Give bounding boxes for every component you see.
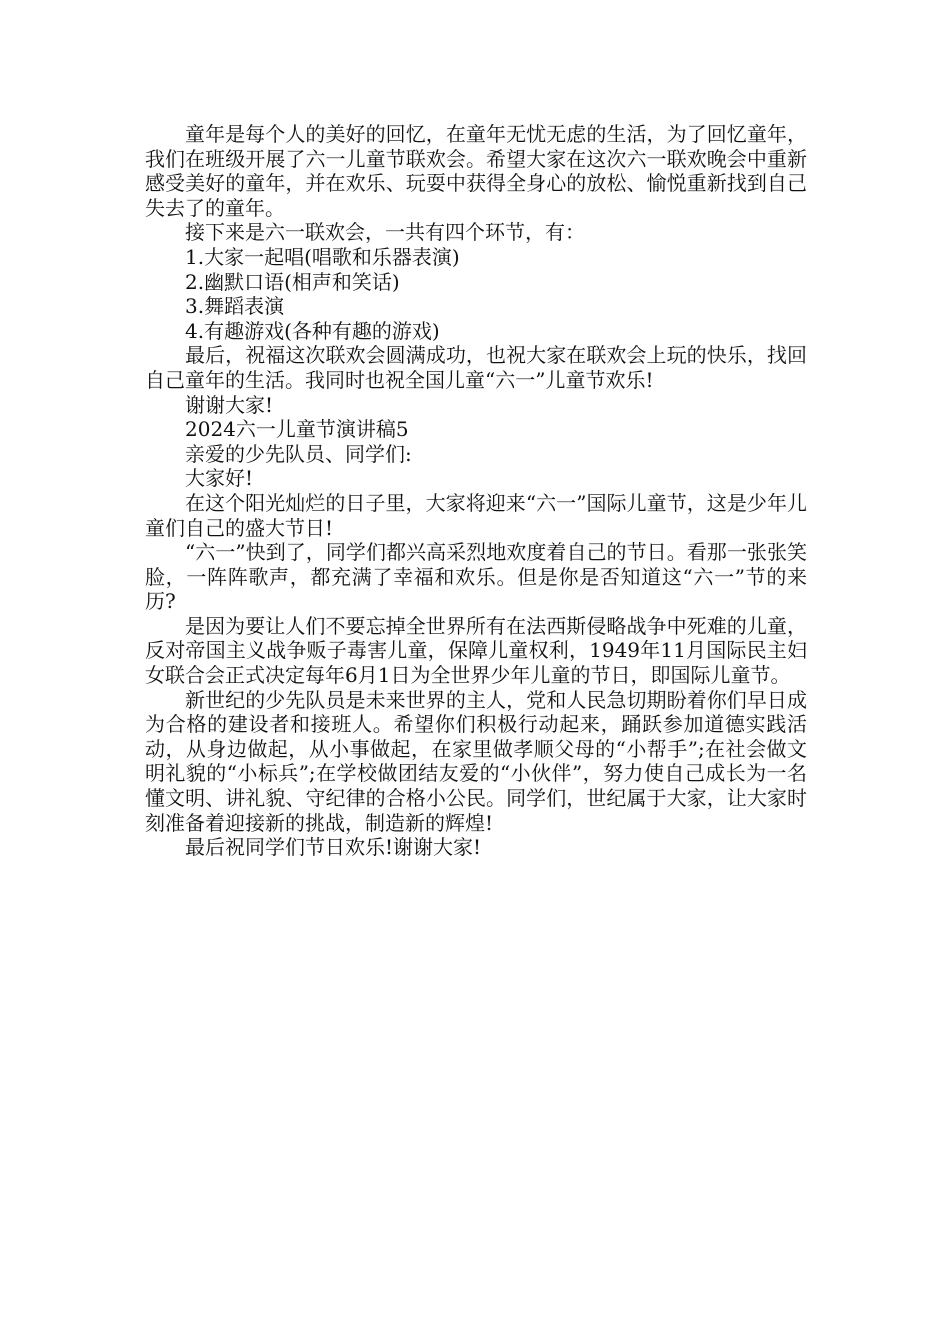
paragraph-festival: 在这个阳光灿烂的日子里，大家将迎来“六一”国际儿童节，这是少年儿童们自己的盛大节日! [145, 490, 807, 540]
paragraph-closing-wishes: 最后，祝福这次联欢会圆满成功，也祝大家在联欢会上玩的快乐，找回自己童年的生活。我同时也祝全国儿童“六一”儿童节欢乐! [145, 343, 807, 392]
paragraph-history: 是因为要让人们不要忘掉全世界所有在法西斯侵略战争中死难的儿童，反对帝国主义战争贩子毒害儿童，保障儿童权利，1949年11月国际民主妇女联合会正式决定每年6月1日为全世界少年儿童的节日，即国际儿童节。 [145, 613, 807, 688]
paragraph-intro: 童年是每个人的美好的回忆，在童年无忧无虑的生活，为了回忆童年，我们在班级开展了六一儿童节联欢会。希望大家在这次六一联欢晚会中重新感受美好的童年，并在欢乐、玩耍中获得全身心的放松、愉悦重新找到自己失去了的童年。 [145, 122, 807, 220]
document-body [145, 122, 807, 860]
paragraph-program-intro: 接下来是六一联欢会，一共有四个环节，有： [185, 220, 585, 245]
paragraph-salutation: 亲爱的少先队员、同学们: [185, 441, 412, 466]
list-item-2: 2.幽默口语(相声和笑话) [185, 269, 400, 294]
list-item-1: 1.大家一起唱(唱歌和乐器表演) [185, 244, 460, 269]
list-item-3: 3.舞蹈表演 [185, 294, 285, 319]
paragraph-thanks: 谢谢大家! [185, 392, 274, 417]
section-title: 2024六一儿童节演讲稿5 [185, 417, 409, 442]
list-item-4: 4.有趣游戏(各种有趣的游戏) [185, 318, 440, 343]
paragraph-celebration: “六一”快到了，同学们都兴高采烈地欢度着自己的节日。看那一张张笑脸，一阵阵歌声，都充满了幸福和欢乐。但是你是否知道这“六一”节的来历? [145, 540, 807, 614]
paragraph-pioneers: 新世纪的少先队员是未来世界的主人，党和人民急切期盼着你们早日成为合格的建设者和接班人。希望你们积极行动起来，踊跃参加道德实践活动，从身边做起，从小事做起，在家里做孝顺父母的“小帮手”;在社会做文明礼貌的“小标兵”;在学校做团结友爱的“小伙伴”，努力使自己成长为一名懂文明、讲礼貌、守纪律的合格小公民。同学们，世纪属于大家，让大家时刻准备着迎接新的挑战，制造新的辉煌! [145, 687, 807, 835]
paragraph-greeting: 大家好! [185, 466, 254, 491]
paragraph-final: 最后祝同学们节日欢乐!谢谢大家! [185, 835, 482, 860]
